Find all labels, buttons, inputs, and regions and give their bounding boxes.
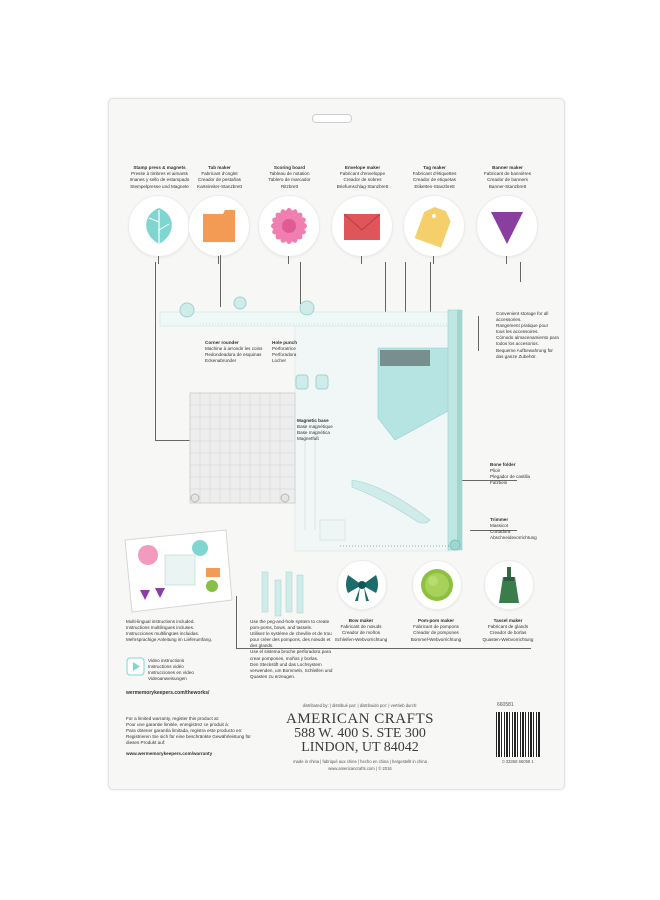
sku-number: 660581 — [497, 702, 514, 708]
tassel-line: Creador de borlas — [489, 630, 527, 636]
holepunch-line: Perforadora — [272, 352, 297, 358]
warranty-line: Para obtener garantía limitada, registra este producto en: — [126, 728, 243, 734]
tool-label-line: Tag maker — [423, 165, 446, 170]
pegs-line: des glands. — [250, 643, 274, 649]
bow-maker-label — [330, 618, 392, 643]
barcode — [496, 712, 540, 757]
pegs-line: crear pompones, moños y borlas. — [250, 655, 319, 661]
tool-label-line: Fabricant de bannières — [484, 171, 531, 177]
warranty-line: For a limited warranty, register this product at: — [126, 716, 220, 721]
bow-line: Bow maker — [348, 618, 374, 623]
warranty-url[interactable]: www.wermemorykeepers.com/warranty — [126, 751, 213, 756]
corner-line: Machine à arrondir les coins — [205, 346, 263, 352]
tool-label-line: Creador de pestañas — [198, 177, 241, 183]
video-line: Instrucciones en vídeo — [148, 670, 194, 676]
instructions-line: Instructions multilingues incluses. — [126, 625, 195, 631]
pegs-line: Quasten zu erzeugen. — [250, 673, 296, 679]
tool-label-line: Imanes y sello de estampado — [129, 177, 190, 183]
pegs-line: verwenden, um Bommeln, Schleifen und — [250, 667, 333, 673]
pegs-line: Use the peg-and-hole system to create — [250, 619, 330, 624]
storage-line: Bequeme Aufbewahrung für — [496, 347, 553, 353]
bow-icon — [338, 561, 386, 609]
address-line-2: LINDON, UT 84042 — [301, 740, 419, 755]
video-line: Videoanweisungen — [148, 676, 187, 682]
storage-line: Cómodo almacenamiento para — [496, 335, 559, 341]
bone-folder-label — [490, 462, 550, 486]
bone-line: Plioir — [490, 468, 501, 474]
trimmer-line: Trimmer — [490, 517, 509, 522]
tool-label-line: Stamp press & magnets — [133, 165, 186, 170]
pegs-line: Den Steckstift und das Lochsystem — [250, 661, 322, 667]
tool-label-line: Stempelpresse und Magnete — [130, 183, 189, 189]
pom-pom-icon — [413, 561, 461, 609]
magnetic-base-label — [297, 418, 357, 442]
tool-label-line: Scoring board — [273, 165, 306, 170]
tool-label-line: Ritzbrett — [280, 183, 299, 189]
magnetic-line: Base magnétique — [297, 424, 333, 430]
storage-line: Rangement pratique pour — [496, 323, 549, 329]
brand-block — [285, 712, 435, 755]
pompom-line: Creador de pompones — [413, 630, 459, 636]
warranty-line: Pour une garantie limitée, enregistrez ce produit à: — [126, 722, 229, 728]
tassel-maker-label — [477, 618, 539, 643]
video-line: Video instructions — [148, 658, 185, 663]
trimmer-line: Abschneidevorrichtung — [490, 535, 537, 541]
bow-line: Fabricant de nœuds — [340, 624, 382, 630]
pompom-line: Fabricant de pompons — [413, 624, 459, 630]
tool-label-line: Fabricant d'enveloppe — [339, 171, 386, 177]
storage-line: Convenient storage for all — [496, 311, 549, 316]
corner-line: Corner rounder — [205, 340, 239, 345]
tool-label-line: Banner-Stanzbrett — [488, 183, 527, 189]
storage-line: todos los accesorios. — [496, 341, 539, 347]
tool-label-line: Envelope maker — [344, 165, 381, 170]
tool-label-line: Tab maker — [208, 165, 231, 170]
brand-name: AMERICAN CRAFTS — [286, 711, 434, 727]
video-line: Instructions vidéo — [148, 664, 184, 670]
made-in: made in china | fabriqué aux chine | hecho en china | hergestellt in china — [293, 759, 427, 764]
holepunch-line: Perforatrice — [272, 346, 296, 352]
trimmer-line: Massicot — [490, 523, 509, 529]
address-line-1: 588 W. 400 S. STE 300 — [294, 726, 426, 741]
tool-label-line: Briefumschlag-Stanzbrett — [336, 183, 389, 189]
corner-rounder-label — [205, 340, 275, 364]
tool-label-line: Creador de sobres — [343, 177, 382, 183]
storage-line: tous les accessoires. — [496, 329, 539, 335]
warranty-line: Registrieren Sie sich für eine beschränkte Gewährleistung für — [126, 734, 251, 740]
pompom-line: Bommel-Webvorrichtung — [410, 636, 462, 642]
magnetic-line: Base magnética — [297, 430, 330, 436]
tassel-line: Fabricant de glands — [487, 624, 529, 630]
bone-line: Bone folder — [490, 462, 516, 467]
tassel-line: Tassel maker — [493, 618, 523, 623]
pom-pom-maker-image — [412, 560, 462, 610]
tool-label-line: Creador de etiquetas — [413, 177, 456, 183]
pegs-line: pom-poms, bows, and tassels. — [250, 625, 313, 631]
pegs-line: Utilisez le système de cheville et de trou — [250, 631, 332, 637]
tassel-line: Quasten-Webvorrichtung — [482, 636, 534, 642]
pom-pom-maker-label — [405, 618, 467, 643]
tool-label-line: Karteireiter-Stanzbrett — [197, 183, 242, 189]
pegs-line: Use el sistema broche perforadora para — [250, 649, 331, 655]
brand-site: www.americancrafts.com | © 2016 — [328, 766, 392, 771]
tool-label-line: Tablero de marcador — [268, 177, 311, 183]
pegs-line: pour créer des pompons, des nœuds et — [250, 637, 331, 643]
bone-line: Plegador de castilla — [490, 474, 531, 480]
storage-line: das ganze Zubehör. — [496, 353, 537, 359]
pompom-line: Pom-pom maker — [418, 618, 454, 623]
tool-label-line: Banner maker — [492, 165, 523, 170]
storage-label — [496, 311, 566, 360]
distributed-by: distributed by: | distribué par: | distribuido por: | vertrieb durch: — [302, 703, 418, 708]
tassel-icon — [485, 561, 533, 609]
storage-line: accessories. — [496, 317, 522, 323]
bow-line: Creador de moños — [341, 630, 381, 636]
tool-label-line: Fabricant d'onglet — [201, 171, 238, 177]
instructions-label — [126, 619, 236, 643]
bow-line: Schleifen-Webvorrichtung — [334, 636, 388, 642]
holepunch-line: Hole punch — [272, 340, 298, 345]
instructions-line: Mehrsprachige Anleitung im Lieferumfang. — [126, 637, 213, 643]
magnetic-line: Magnetfuß — [297, 436, 319, 442]
trimmer-label — [490, 517, 556, 541]
instructions-line: Instrucciones multilingües incluidas. — [126, 631, 200, 637]
magnetic-line: Magnetic base — [297, 418, 329, 423]
holepunch-line: Locher — [272, 358, 287, 364]
warranty-line: dieses Produkt auf: — [126, 740, 166, 746]
hole-punch-label — [272, 340, 322, 364]
warranty-text — [126, 716, 261, 746]
tool-label-line: Tableau de notation — [269, 171, 310, 177]
bone-line: Falzbein — [490, 480, 508, 486]
instructions-line: Multi-lingual instructions included. — [126, 619, 195, 624]
tool-label-line: Fabricant d'étiquettes — [412, 171, 457, 177]
tool-label-line: Etiketten-Stanzbrett — [414, 183, 455, 189]
corner-line: Redondeadora de esquinas — [205, 352, 262, 358]
tool-label-line: Creador de banners — [487, 177, 528, 183]
website-link[interactable]: wermemorykeepers.com/theworks/ — [126, 690, 210, 696]
trimmer-line: Cortadora — [490, 529, 511, 535]
tassel-maker-image — [484, 560, 534, 610]
bow-maker-image — [337, 560, 387, 610]
tool-label-line: Presse à timbres et aimants — [131, 171, 188, 177]
barcode-number: 0 33358 66058 1 — [502, 759, 534, 764]
video-instructions-label — [148, 658, 228, 682]
corner-line: Eckenabrunder — [205, 358, 237, 364]
